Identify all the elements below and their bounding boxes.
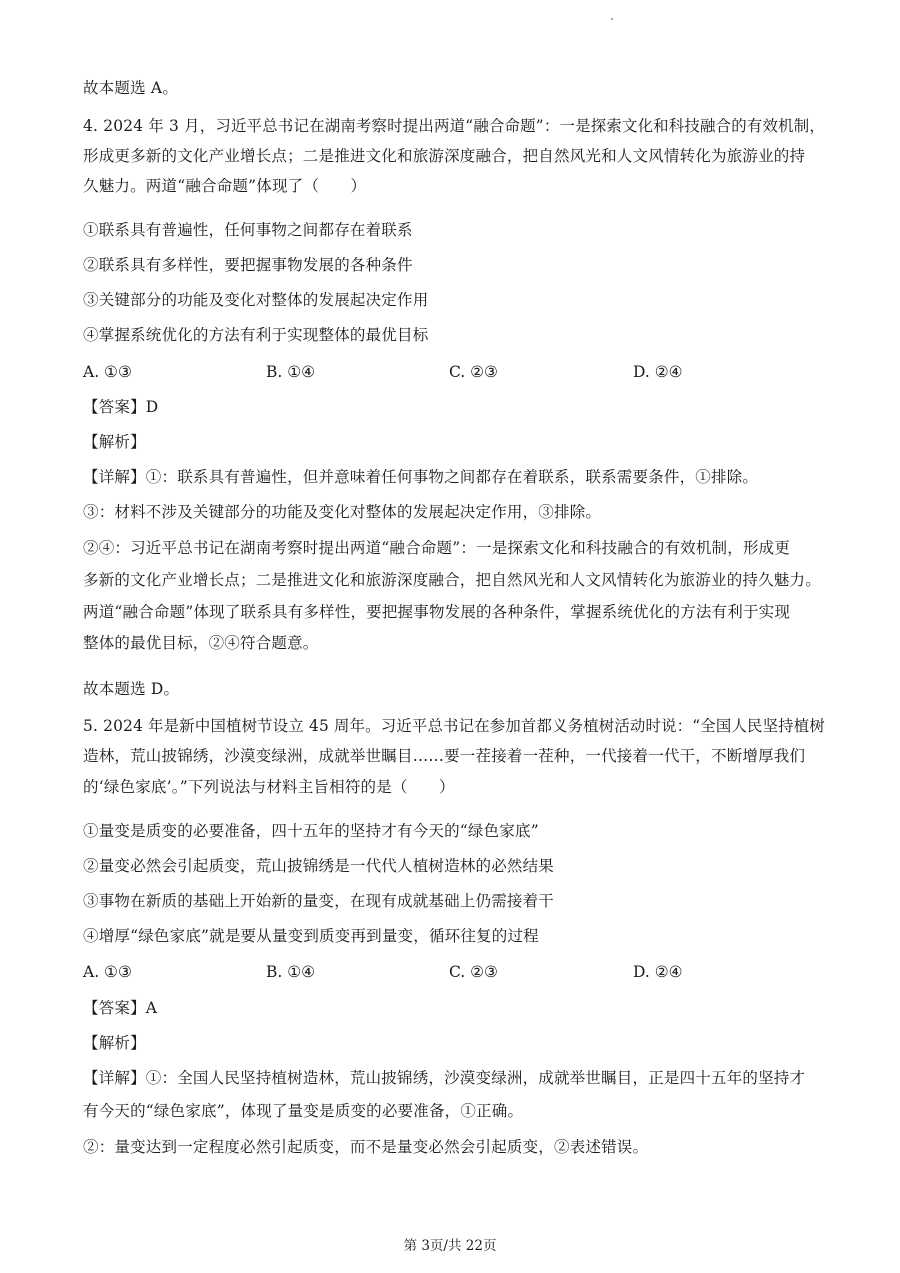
- q5-detail-1: 【详解】①：全国人民坚持植树造林，荒山披锦绣，沙漠变绿洲，成就举世瞩目，正是四十五年的坚持才: [83, 1069, 806, 1087]
- q5-detail-2: 有今天的“绿色家底”，体现了量变是质变的必要准备，①正确。: [83, 1102, 524, 1120]
- q5-statement-1: ①量变是质变的必要准备，四十五年的坚持才有今天的“绿色家底”: [83, 822, 539, 840]
- q5-statement-2: ②量变必然会引起质变，荒山披锦绣是一代代人植树造林的必然结果: [83, 857, 555, 875]
- q4-analysis-label: 【解析】: [83, 433, 146, 451]
- q4-option-a: A. ①③: [83, 363, 132, 381]
- q4-stem-line-3: 久魅力。两道“融合命题”体现了（ ）: [83, 177, 367, 195]
- q5-stem-line-3: 的‘绿色家底’。”下列说法与材料主旨相符的是（ ）: [83, 778, 455, 796]
- q5-statement-3: ③事物在新质的基础上开始新的量变，在现有成就基础上仍需接着干: [83, 892, 555, 910]
- q4-option-b: B. ①④: [266, 363, 316, 381]
- q4-stem-line-2: 形成更多新的文化产业增长点；二是推进文化和旅游深度融合，把自然风光和人文风情转化为旅游业的持: [83, 147, 806, 165]
- q4-detail-2: ③：材料不涉及关键部分的功能及变化对整体的发展起决定作用，③排除。: [83, 503, 602, 521]
- previous-conclusion: 故本题选 A。: [83, 79, 179, 97]
- q5-answer: 【答案】A: [83, 999, 158, 1017]
- q4-detail-3: ②④：习近平总书记在湖南考察时提出两道“融合命题”：一是探索文化和科技融合的有效机制，形成更: [83, 539, 791, 557]
- q4-detail-4: 多新的文化产业增长点；二是推进文化和旅游深度融合，把自然风光和人文风情转化为旅游业的持久魅力。: [83, 571, 821, 589]
- q4-statement-2: ②联系具有多样性，要把握事物发展的各种条件: [83, 256, 413, 274]
- q4-statement-1: ①联系具有普遍性，任何事物之间都存在着联系: [83, 221, 413, 239]
- q5-stem-line-1: 5. 2024 年是新中国植树节设立 45 周年。习近平总书记在参加首都义务植树活动时说：“全国人民坚持植树: [83, 717, 825, 735]
- q4-detail-6: 整体的最优目标，②④符合题意。: [83, 634, 319, 652]
- q4-option-d: D. ②④: [633, 363, 683, 381]
- q4-conclusion: 故本题选 D。: [83, 680, 180, 698]
- q5-detail-3: ②：量变达到一定程度必然引起质变，而不是量变必然会引起质变，②表述错误。: [83, 1138, 649, 1156]
- q5-option-c: C. ②③: [449, 963, 498, 981]
- q4-stem-line-1: 4. 2024 年 3 月，习近平总书记在湖南考察时提出两道“融合命题”：一是探索文化和科技融合的有效机制，: [83, 117, 825, 135]
- q4-statement-3: ③关键部分的功能及变化对整体的发展起决定作用: [83, 291, 429, 309]
- q4-statement-4: ④掌握系统优化的方法有利于实现整体的最优目标: [83, 326, 429, 344]
- q4-answer: 【答案】D: [83, 398, 159, 416]
- q4-detail-1: 【详解】①：联系具有普遍性，但并意味着任何事物之间都存在着联系，联系需要条件，①排除。: [83, 468, 759, 486]
- q5-stem-line-2: 造林，荒山披锦绣，沙漠变绿洲，成就举世瞩目……要一茬接着一茬种，一代接着一代干，不断增厚我们: [83, 747, 806, 765]
- q5-option-d: D. ②④: [633, 963, 683, 981]
- page-footer: 第 3页/共 22页: [403, 1238, 497, 1254]
- q5-analysis-label: 【解析】: [83, 1034, 146, 1052]
- scan-dot: [611, 18, 613, 20]
- q5-option-a: A. ①③: [83, 963, 132, 981]
- q5-option-b: B. ①④: [266, 963, 316, 981]
- q4-detail-5: 两道“融合命题”体现了联系具有多样性，要把握事物发展的各种条件，掌握系统优化的方法有利于实现: [83, 603, 791, 621]
- q4-option-c: C. ②③: [449, 363, 498, 381]
- q5-statement-4: ④增厚“绿色家底”就是要从量变到质变再到量变，循环往复的过程: [83, 927, 539, 945]
